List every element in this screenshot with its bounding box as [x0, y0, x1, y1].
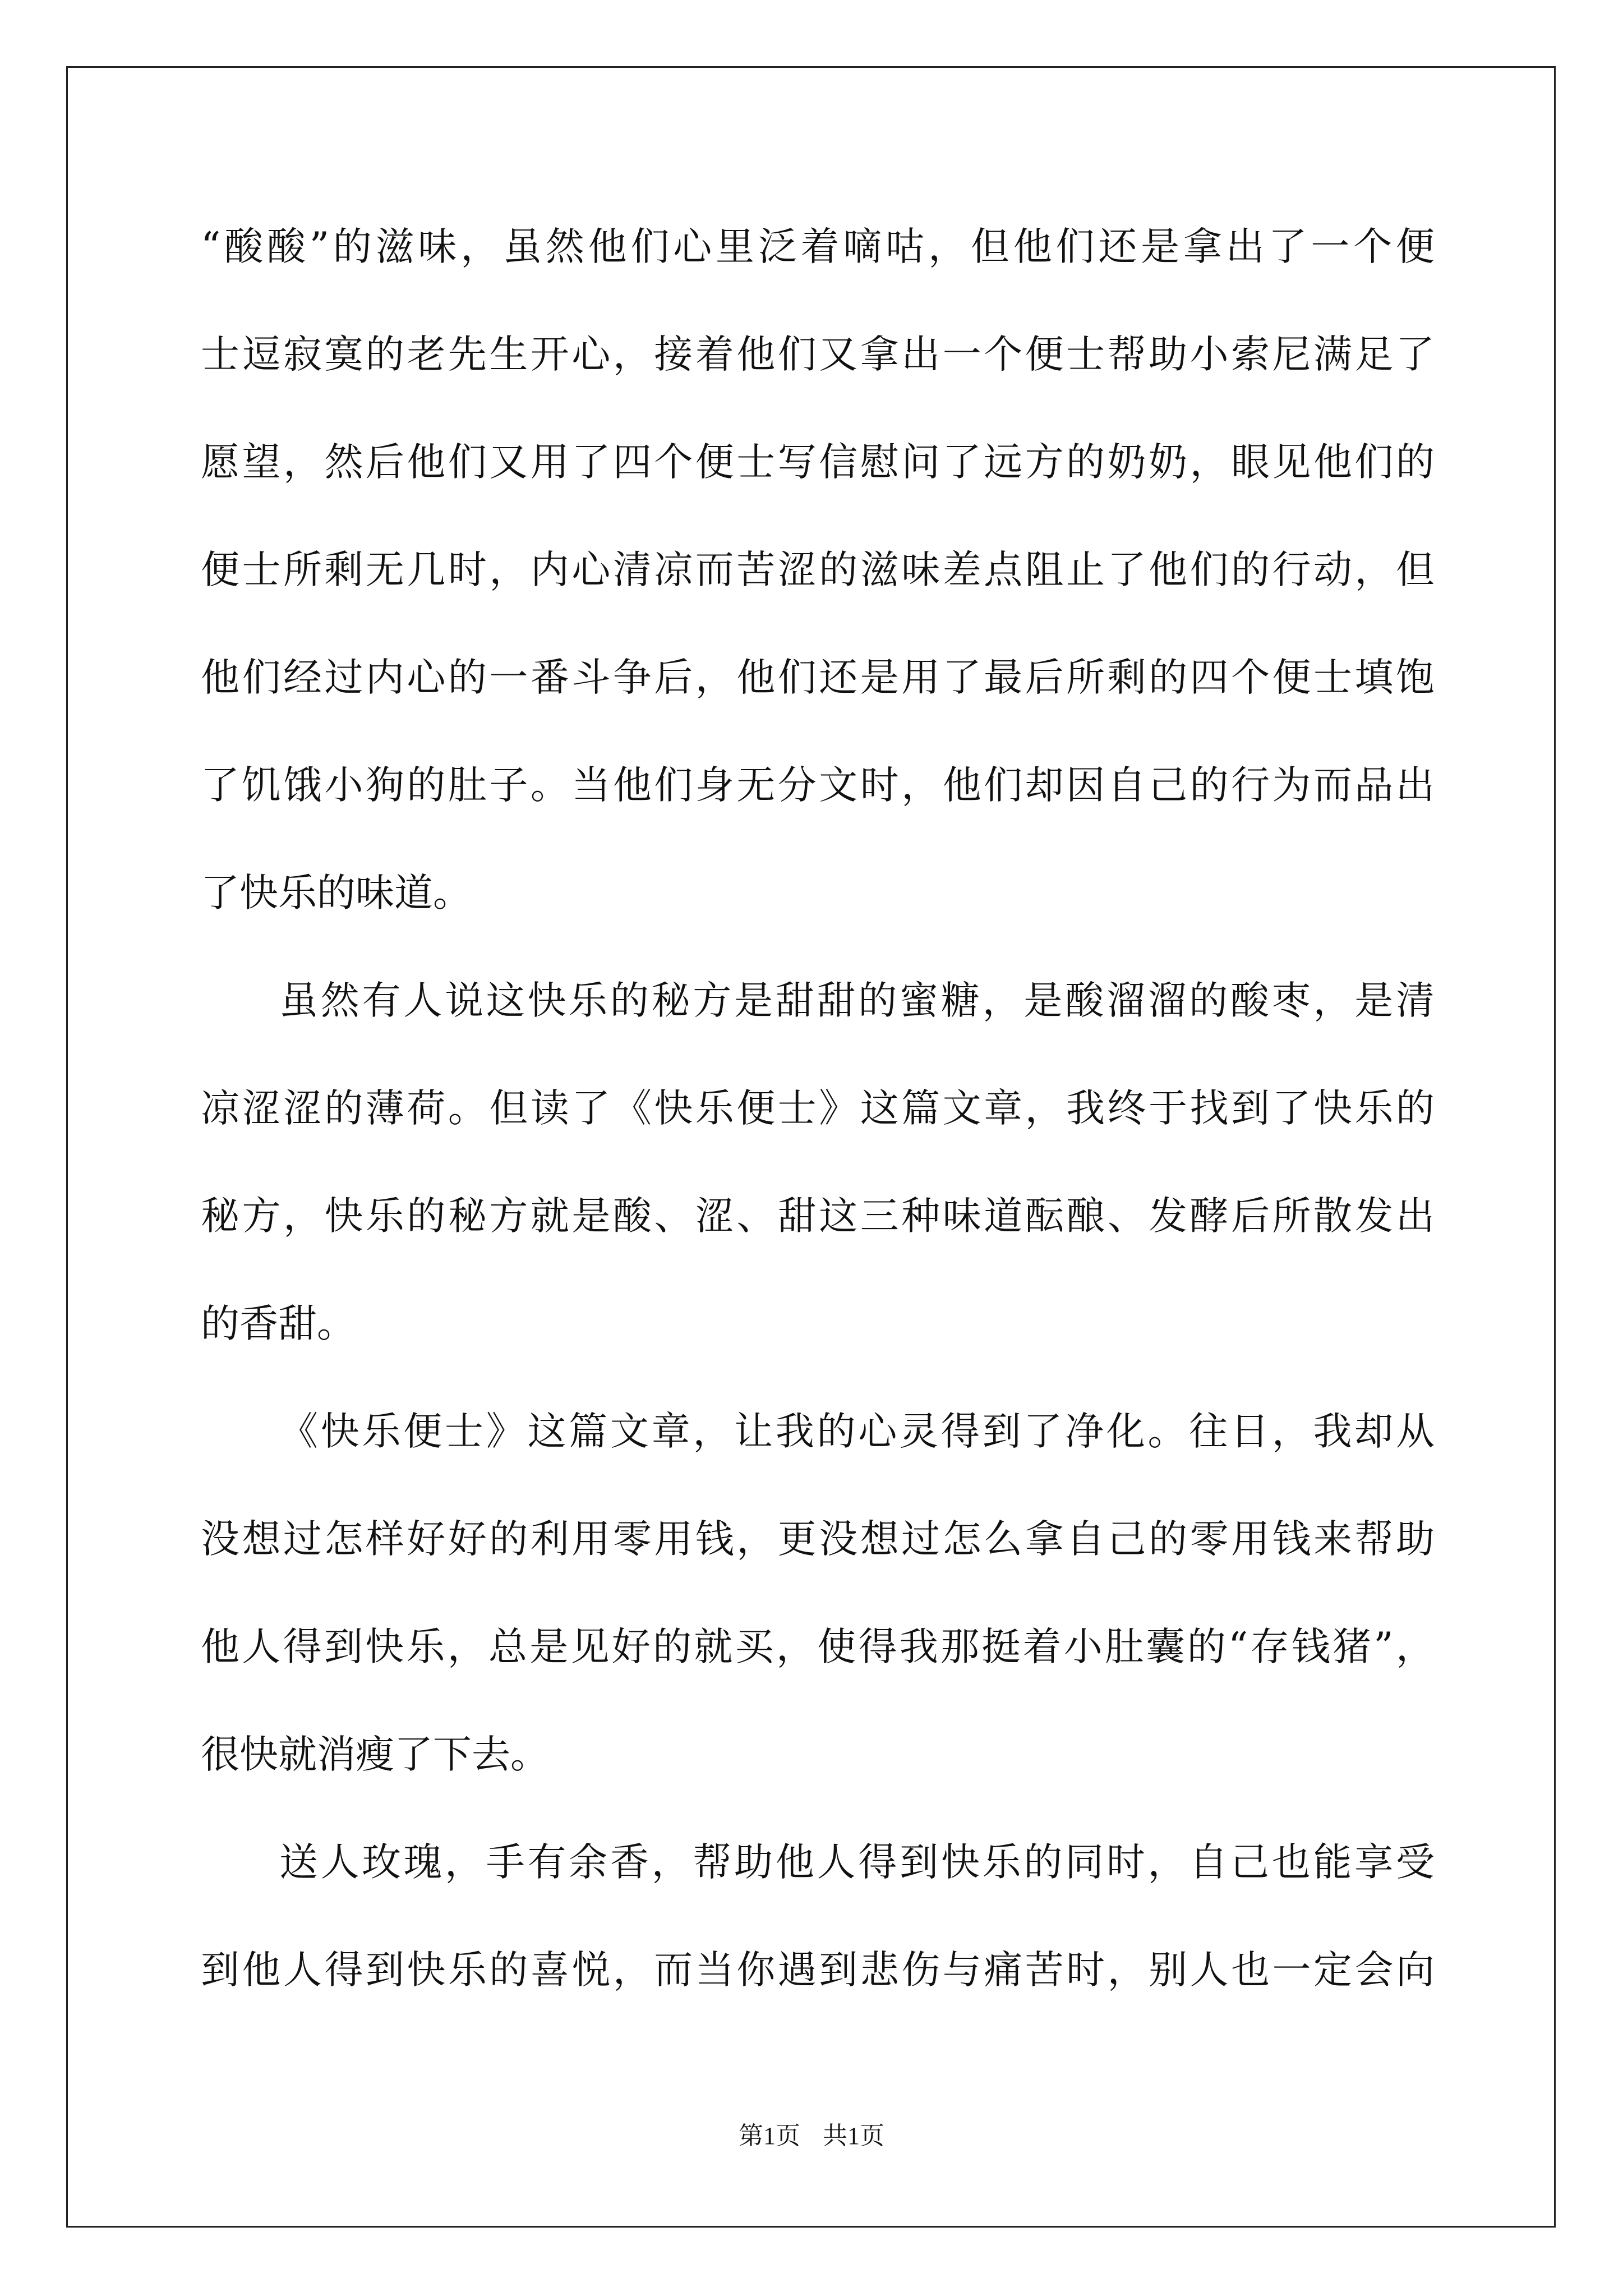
text-line: 了快乐的味道。	[201, 871, 472, 915]
text-line: 很快就消瘦了下去。	[201, 1732, 549, 1777]
text-line: 没想过怎样好好的利用零用钱，更没想过怎么拿自己的零用钱来帮助	[201, 1517, 1435, 1562]
text-line: 《快乐便士》这篇文章，让我的心灵得到了净化。往日，我却从	[279, 1409, 1435, 1454]
text-line: 的香甜。	[201, 1301, 356, 1346]
text-line: 士逗寂寞的老先生开心，接着他们又拿出一个便士帮助小索尼满足了	[201, 332, 1435, 377]
document-body	[201, 220, 1435, 2051]
text-line: “酸酸”的滋味，虽然他们心里泛着嘀咕，但他们还是拿出了一个便	[201, 224, 1435, 269]
page-total: 共1页	[823, 2122, 884, 2150]
page-number: 第1页	[739, 2122, 800, 2150]
text-line: 秘方，快乐的秘方就是酸、涩、甜这三种味道酝酿、发酵后所散发出	[201, 1194, 1435, 1239]
page-footer	[0, 2120, 1623, 2152]
text-line: 了饥饿小狗的肚子。当他们身无分文时，他们却因自己的行为而品出	[201, 763, 1435, 808]
text-line: 便士所剩无几时，内心清凉而苦涩的滋味差点阻止了他们的行动，但	[201, 547, 1435, 592]
text-line: 虽然有人说这快乐的秘方是甜甜的蜜糖，是酸溜溜的酸枣，是清	[279, 978, 1435, 1023]
text-line: 愿望，然后他们又用了四个便士写信慰问了远方的奶奶，眼见他们的	[201, 440, 1435, 485]
text-line: 送人玫瑰，手有余香，帮助他人得到快乐的同时，自己也能享受	[279, 1840, 1435, 1885]
text-line: 他人得到快乐，总是见好的就买，使得我那挺着小肚囊的“存钱猪”，	[201, 1625, 1435, 1669]
text-line: 到他人得到快乐的喜悦，而当你遇到悲伤与痛苦时，别人也一定会向	[201, 1948, 1435, 1993]
text-line: 他们经过内心的一番斗争后，他们还是用了最后所剩的四个便士填饱	[201, 655, 1435, 700]
text-line: 凉涩涩的薄荷。但读了《快乐便士》这篇文章，我终于找到了快乐的	[201, 1086, 1435, 1131]
